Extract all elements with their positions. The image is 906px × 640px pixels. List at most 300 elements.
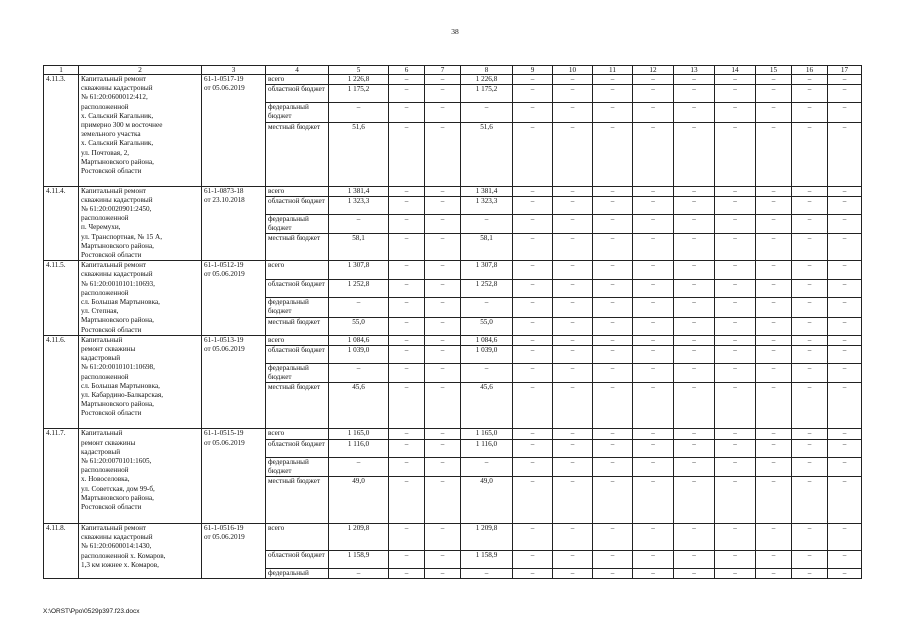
year-amount-col-12: – [633, 85, 674, 103]
total-amount: 1 381,4 [329, 186, 389, 196]
year-amount-col-14: – [715, 439, 756, 457]
document-line: от 05.06.2019 [204, 84, 245, 93]
column-number-7: 7 [425, 66, 461, 75]
year-amount-col-12: – [633, 196, 674, 214]
project-name-line: Мартыновского района, [81, 157, 154, 166]
project-name-line: ремонт скважины [81, 438, 136, 447]
column-number-1: 1 [44, 66, 79, 75]
year-amount-col-12: – [633, 234, 674, 261]
project-name-line: кадастровый [81, 447, 121, 456]
funding-source: федеральный бюджет [266, 457, 329, 476]
year-amount-col-13: – [674, 429, 715, 439]
year-amount-col-9: – [513, 551, 553, 569]
year-amount-col-17: – [828, 551, 862, 569]
column-number-12: 12 [633, 66, 674, 75]
year-amount-col-17: – [828, 279, 862, 297]
year-amount-col-11: – [593, 103, 633, 122]
year-amount-col-8: 1 175,2 [461, 85, 513, 103]
project-number: 4.11.3. [44, 75, 79, 187]
year-amount-col-7: – [425, 214, 461, 233]
year-amount-col-14: – [715, 364, 756, 383]
table-row [44, 186, 862, 196]
project-name-line: ул. Почтовая, 2, [81, 148, 130, 157]
total-amount: – [329, 569, 389, 579]
year-amount-col-7: – [425, 477, 461, 524]
year-amount-col-8: 49,0 [461, 477, 513, 524]
project-name-line: расположенной [81, 288, 129, 297]
year-amount-col-11: – [593, 439, 633, 457]
project-number: 4.11.4. [44, 186, 79, 261]
year-amount-col-15: – [756, 75, 792, 85]
year-amount-col-15: – [756, 457, 792, 476]
year-amount-col-12: – [633, 346, 674, 364]
year-amount-col-8: 1 381,4 [461, 186, 513, 196]
year-amount-col-11: – [593, 429, 633, 439]
funding-source: федеральный бюджет [266, 103, 329, 122]
year-amount-col-10: – [553, 297, 593, 317]
year-amount-col-16: – [792, 122, 828, 186]
year-amount-col-15: – [756, 261, 792, 279]
total-amount: 1 226,8 [329, 75, 389, 85]
document-line: 61-1-0873-18 [204, 186, 244, 195]
project-name-line: скважины кадастровый [81, 270, 153, 279]
year-amount-col-17: – [828, 364, 862, 383]
year-amount-col-15: – [756, 383, 792, 429]
year-amount-col-10: – [553, 196, 593, 214]
year-amount-col-7: – [425, 297, 461, 317]
total-amount: 1 209,8 [329, 524, 389, 551]
year-amount-col-12: – [633, 439, 674, 457]
year-amount-col-17: – [828, 317, 862, 335]
project-name-line: скважины кадастровый [81, 533, 153, 542]
year-amount-col-10: – [553, 569, 593, 579]
table-row [44, 524, 862, 551]
year-amount-col-16: – [792, 429, 828, 439]
year-amount-col-13: – [674, 383, 715, 429]
year-amount-col-8: – [461, 569, 513, 579]
year-amount-col-15: – [756, 551, 792, 569]
year-amount-col-6: – [389, 346, 425, 364]
year-amount-col-15: – [756, 297, 792, 317]
year-amount-col-6: – [389, 103, 425, 122]
year-amount-col-11: – [593, 214, 633, 233]
year-amount-col-12: – [633, 297, 674, 317]
year-amount-col-9: – [513, 383, 553, 429]
column-number-4: 4 [266, 66, 329, 75]
year-amount-col-7: – [425, 186, 461, 196]
year-amount-col-15: – [756, 85, 792, 103]
project-name-line: Капитальный ремонт [81, 186, 147, 195]
project-name-line: Ростовской области [81, 167, 142, 176]
year-amount-col-15: – [756, 103, 792, 122]
project-name-line: сл. Большая Мартыновка, [81, 298, 160, 307]
year-amount-col-14: – [715, 524, 756, 551]
year-amount-col-16: – [792, 186, 828, 196]
year-amount-col-9: – [513, 346, 553, 364]
year-amount-col-9: – [513, 103, 553, 122]
column-number-14: 14 [715, 66, 756, 75]
document-line: от 23.10.2018 [204, 195, 245, 204]
footer-file-path: X:\ORST\Ppo\0529p397.f23.docx [43, 608, 140, 615]
year-amount-col-13: – [674, 122, 715, 186]
project-name-line: примерно 300 м восточнее [81, 121, 163, 130]
year-amount-col-6: – [389, 524, 425, 551]
year-amount-col-7: – [425, 196, 461, 214]
funding-source: всего [266, 335, 329, 345]
year-amount-col-13: – [674, 477, 715, 524]
year-amount-col-9: – [513, 335, 553, 345]
year-amount-col-14: – [715, 383, 756, 429]
year-amount-col-13: – [674, 279, 715, 297]
year-amount-col-15: – [756, 122, 792, 186]
year-amount-col-6: – [389, 261, 425, 279]
year-amount-col-14: – [715, 551, 756, 569]
year-amount-col-6: – [389, 75, 425, 85]
project-name-line: № 61:20:0600012:412, [81, 93, 148, 102]
year-amount-col-17: – [828, 346, 862, 364]
year-amount-col-14: – [715, 477, 756, 524]
year-amount-col-12: – [633, 429, 674, 439]
year-amount-col-13: – [674, 261, 715, 279]
document-line: 61-1-0515-19 [204, 429, 244, 438]
project-name-line: ул. Транспортная, № 15 А, [81, 232, 163, 241]
column-number-5: 5 [329, 66, 389, 75]
column-number-3: 3 [202, 66, 266, 75]
year-amount-col-8: 1 252,8 [461, 279, 513, 297]
year-amount-col-15: – [756, 429, 792, 439]
total-amount: – [329, 214, 389, 233]
year-amount-col-8: 1 226,8 [461, 75, 513, 85]
year-amount-col-15: – [756, 214, 792, 233]
year-amount-col-9: – [513, 196, 553, 214]
year-amount-col-7: – [425, 279, 461, 297]
year-amount-col-15: – [756, 335, 792, 345]
year-amount-col-16: – [792, 439, 828, 457]
year-amount-col-11: – [593, 186, 633, 196]
year-amount-col-17: – [828, 122, 862, 186]
funding-source: областной бюджет [266, 551, 329, 569]
year-amount-col-11: – [593, 346, 633, 364]
column-number-2: 2 [79, 66, 202, 75]
year-amount-col-6: – [389, 457, 425, 476]
year-amount-col-14: – [715, 569, 756, 579]
project-name [79, 524, 202, 579]
year-amount-col-13: – [674, 103, 715, 122]
total-amount: 1 175,2 [329, 85, 389, 103]
year-amount-col-7: – [425, 122, 461, 186]
year-amount-col-10: – [553, 214, 593, 233]
year-amount-col-12: – [633, 122, 674, 186]
year-amount-col-17: – [828, 457, 862, 476]
year-amount-col-7: – [425, 346, 461, 364]
year-amount-col-7: – [425, 429, 461, 439]
year-amount-col-16: – [792, 477, 828, 524]
year-amount-col-14: – [715, 103, 756, 122]
project-name [79, 429, 202, 524]
year-amount-col-12: – [633, 317, 674, 335]
column-number-15: 15 [756, 66, 792, 75]
total-amount: – [329, 103, 389, 122]
year-amount-col-11: – [593, 75, 633, 85]
year-amount-col-12: – [633, 335, 674, 345]
year-amount-col-17: – [828, 196, 862, 214]
year-amount-col-11: – [593, 279, 633, 297]
year-amount-col-8: – [461, 297, 513, 317]
year-amount-col-14: – [715, 346, 756, 364]
year-amount-col-7: – [425, 457, 461, 476]
project-name-line: Ростовской области [81, 503, 142, 512]
project-number: 4.11.7. [44, 429, 79, 524]
year-amount-col-17: – [828, 214, 862, 233]
year-amount-col-6: – [389, 186, 425, 196]
project-name-line: расположенной [81, 372, 129, 381]
expertise-document [202, 261, 266, 336]
year-amount-col-14: – [715, 85, 756, 103]
year-amount-col-10: – [553, 317, 593, 335]
year-amount-col-15: – [756, 186, 792, 196]
year-amount-col-17: – [828, 297, 862, 317]
year-amount-col-8: 1 323,3 [461, 196, 513, 214]
project-name-line: земельного участка [81, 130, 141, 139]
project-name-line: Капитальный ремонт [81, 261, 147, 270]
year-amount-col-8: – [461, 364, 513, 383]
year-amount-col-14: – [715, 186, 756, 196]
column-number-10: 10 [553, 66, 593, 75]
year-amount-col-17: – [828, 261, 862, 279]
year-amount-col-6: – [389, 439, 425, 457]
funding-source: всего [266, 75, 329, 85]
year-amount-col-14: – [715, 457, 756, 476]
total-amount: 1 307,8 [329, 261, 389, 279]
document-line: от 05.06.2019 [204, 345, 245, 354]
funding-source: местный бюджет [266, 234, 329, 261]
financing-table [43, 65, 862, 579]
project-name-line: Мартыновского района, [81, 493, 154, 502]
project-number: 4.11.8. [44, 524, 79, 579]
year-amount-col-17: – [828, 234, 862, 261]
year-amount-col-8: 1 209,8 [461, 524, 513, 551]
year-amount-col-13: – [674, 317, 715, 335]
year-amount-col-16: – [792, 297, 828, 317]
year-amount-col-6: – [389, 122, 425, 186]
year-amount-col-8: 1 116,0 [461, 439, 513, 457]
year-amount-col-16: – [792, 103, 828, 122]
year-amount-col-16: – [792, 524, 828, 551]
year-amount-col-7: – [425, 317, 461, 335]
funding-source: всего [266, 524, 329, 551]
year-amount-col-10: – [553, 186, 593, 196]
project-name-line: х. Сальский Кагальник, [81, 111, 154, 120]
year-amount-col-15: – [756, 196, 792, 214]
column-number-17: 17 [828, 66, 862, 75]
expertise-document [202, 524, 266, 579]
expertise-document [202, 429, 266, 524]
funding-source: областной бюджет [266, 346, 329, 364]
document-line: 61-1-0512-19 [204, 261, 244, 270]
project-name-line: расположенной х. Комаров, [81, 551, 166, 560]
year-amount-col-11: – [593, 551, 633, 569]
year-amount-col-10: – [553, 383, 593, 429]
year-amount-col-8: 51,6 [461, 122, 513, 186]
project-name-line: № 61:20:0600014:1430, [81, 542, 152, 551]
year-amount-col-10: – [553, 122, 593, 186]
funding-source: областной бюджет [266, 85, 329, 103]
year-amount-col-9: – [513, 234, 553, 261]
year-amount-col-10: – [553, 551, 593, 569]
expertise-document [202, 335, 266, 429]
year-amount-col-15: – [756, 569, 792, 579]
funding-source: федеральный бюджет [266, 364, 329, 383]
project-name-line: ул. Советская, дом 99-б, [81, 484, 155, 493]
project-name-line: скважины кадастровый [81, 84, 153, 93]
year-amount-col-16: – [792, 383, 828, 429]
year-amount-col-12: – [633, 383, 674, 429]
year-amount-col-13: – [674, 569, 715, 579]
year-amount-col-14: – [715, 196, 756, 214]
year-amount-col-11: – [593, 297, 633, 317]
year-amount-col-14: – [715, 279, 756, 297]
year-amount-col-12: – [633, 524, 674, 551]
year-amount-col-16: – [792, 234, 828, 261]
year-amount-col-9: – [513, 75, 553, 85]
year-amount-col-10: – [553, 335, 593, 345]
year-amount-col-17: – [828, 569, 862, 579]
year-amount-col-15: – [756, 364, 792, 383]
project-name-line: ул. Степная, [81, 307, 119, 316]
year-amount-col-9: – [513, 439, 553, 457]
year-amount-col-14: – [715, 75, 756, 85]
year-amount-col-8: 1 307,8 [461, 261, 513, 279]
column-number-13: 13 [674, 66, 715, 75]
year-amount-col-16: – [792, 346, 828, 364]
year-amount-col-12: – [633, 551, 674, 569]
funding-source: всего [266, 261, 329, 279]
document-line: от 05.06.2019 [204, 533, 245, 542]
project-name-line: Капитальный ремонт [81, 524, 147, 533]
project-name-line: Капитальный [81, 335, 123, 344]
project-name-line: № 61:20:0010101:10698, [81, 363, 155, 372]
year-amount-col-7: – [425, 261, 461, 279]
project-name-line: 1,3 км южнее х. Комаров, [81, 560, 159, 569]
year-amount-col-10: – [553, 103, 593, 122]
year-amount-col-14: – [715, 297, 756, 317]
year-amount-col-17: – [828, 335, 862, 345]
year-amount-col-15: – [756, 524, 792, 551]
year-amount-col-11: – [593, 364, 633, 383]
year-amount-col-6: – [389, 196, 425, 214]
year-amount-col-17: – [828, 524, 862, 551]
funding-source: местный бюджет [266, 383, 329, 429]
year-amount-col-6: – [389, 477, 425, 524]
year-amount-col-14: – [715, 261, 756, 279]
year-amount-col-10: – [553, 279, 593, 297]
year-amount-col-9: – [513, 477, 553, 524]
project-name-line: Ростовской области [81, 325, 142, 334]
year-amount-col-14: – [715, 335, 756, 345]
column-number-11: 11 [593, 66, 633, 75]
year-amount-col-17: – [828, 439, 862, 457]
year-amount-col-11: – [593, 383, 633, 429]
year-amount-col-11: – [593, 524, 633, 551]
year-amount-col-9: – [513, 261, 553, 279]
table-row [44, 335, 862, 345]
year-amount-col-10: – [553, 429, 593, 439]
year-amount-col-8: – [461, 457, 513, 476]
year-amount-col-8: – [461, 103, 513, 122]
year-amount-col-14: – [715, 234, 756, 261]
year-amount-col-16: – [792, 279, 828, 297]
year-amount-col-9: – [513, 364, 553, 383]
year-amount-col-7: – [425, 335, 461, 345]
expertise-document [202, 186, 266, 261]
year-amount-col-12: – [633, 477, 674, 524]
year-amount-col-9: – [513, 524, 553, 551]
project-name-line: х. Новоселовка, [81, 475, 130, 484]
project-name-line: расположенной [81, 102, 129, 111]
funding-source: областной бюджет [266, 439, 329, 457]
year-amount-col-15: – [756, 477, 792, 524]
year-amount-col-16: – [792, 75, 828, 85]
year-amount-col-9: – [513, 317, 553, 335]
year-amount-col-6: – [389, 569, 425, 579]
project-name-line: Мартыновского района, [81, 241, 154, 250]
year-amount-col-11: – [593, 122, 633, 186]
year-amount-col-11: – [593, 234, 633, 261]
year-amount-col-10: – [553, 85, 593, 103]
year-amount-col-13: – [674, 196, 715, 214]
document-line: 61-1-0513-19 [204, 335, 244, 344]
year-amount-col-7: – [425, 383, 461, 429]
year-amount-col-9: – [513, 279, 553, 297]
project-name-line: Капитальный ремонт [81, 75, 147, 83]
total-amount: 1 158,9 [329, 551, 389, 569]
project-name-line: Ростовской области [81, 409, 142, 418]
year-amount-col-12: – [633, 457, 674, 476]
project-name-line: № 61:20:0020901:2450, [81, 205, 152, 214]
total-amount: 45,6 [329, 383, 389, 429]
year-amount-col-7: – [425, 439, 461, 457]
year-amount-col-16: – [792, 214, 828, 233]
project-number: 4.11.6. [44, 335, 79, 429]
total-amount: 1 165,0 [329, 429, 389, 439]
project-name-line: № 61:20:0010101:10693, [81, 279, 155, 288]
year-amount-col-16: – [792, 261, 828, 279]
project-name [79, 75, 202, 187]
year-amount-col-13: – [674, 524, 715, 551]
year-amount-col-17: – [828, 383, 862, 429]
project-name-line: Ростовской области [81, 251, 142, 260]
year-amount-col-12: – [633, 261, 674, 279]
year-amount-col-13: – [674, 551, 715, 569]
year-amount-col-16: – [792, 335, 828, 345]
project-name-line: Мартыновского района, [81, 316, 154, 325]
total-amount: 1 116,0 [329, 439, 389, 457]
year-amount-col-6: – [389, 383, 425, 429]
year-amount-col-16: – [792, 85, 828, 103]
year-amount-col-17: – [828, 75, 862, 85]
year-amount-col-15: – [756, 234, 792, 261]
year-amount-col-7: – [425, 524, 461, 551]
project-name-line: сл. Большая Мартыновка, [81, 381, 160, 390]
year-amount-col-8: 45,6 [461, 383, 513, 429]
year-amount-col-13: – [674, 75, 715, 85]
year-amount-col-7: – [425, 75, 461, 85]
year-amount-col-6: – [389, 317, 425, 335]
year-amount-col-17: – [828, 429, 862, 439]
year-amount-col-13: – [674, 335, 715, 345]
funding-source: местный бюджет [266, 317, 329, 335]
year-amount-col-6: – [389, 429, 425, 439]
